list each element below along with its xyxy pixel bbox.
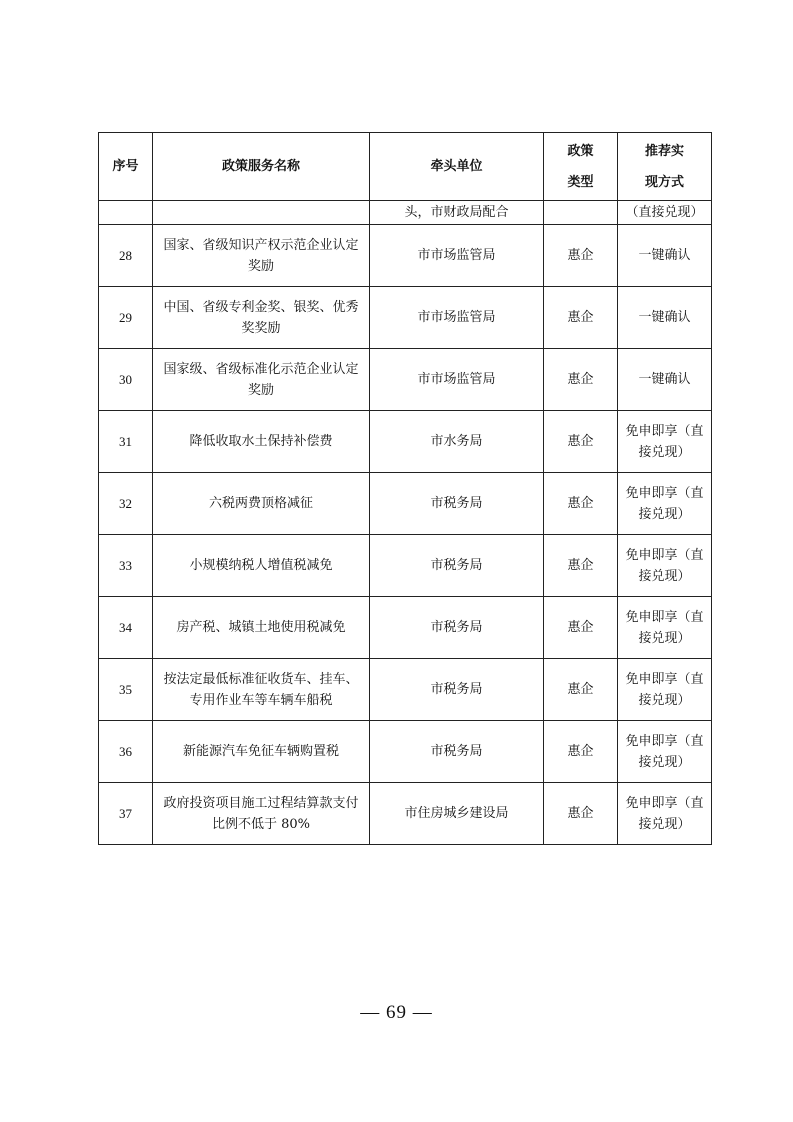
- table-row: [99, 287, 712, 349]
- cell-index: 36: [99, 721, 153, 783]
- continuation-row: [99, 201, 712, 225]
- cell-method: 免申即享（直接兑现）: [618, 783, 712, 845]
- header-type-line2: 类型: [567, 174, 594, 190]
- cell-type: 惠企: [544, 287, 618, 349]
- cell-lead: 市市场监管局: [370, 349, 544, 411]
- cell-method: 免申即享（直接兑现）: [618, 411, 712, 473]
- table-row: [99, 349, 712, 411]
- cell-index: 33: [99, 535, 153, 597]
- cell-method: 免申即享（直接兑现）: [618, 473, 712, 535]
- header-method-line1: 推荐实: [644, 143, 684, 159]
- cell-name: [153, 201, 370, 225]
- policy-table-body: [99, 133, 712, 845]
- cell-type: 惠企: [544, 597, 618, 659]
- cell-lead: 市市场监管局: [370, 287, 544, 349]
- header-name: 政策服务名称: [153, 133, 370, 201]
- cell-index: 30: [99, 349, 153, 411]
- table-row: [99, 225, 712, 287]
- cell-method: （直接兑现）: [618, 201, 712, 225]
- cell-name: 房产税、城镇土地使用税减免: [153, 597, 370, 659]
- cell-name: 按法定最低标准征收货车、挂车、专用作业车等车辆车船税: [153, 659, 370, 721]
- cell-type: 惠企: [544, 783, 618, 845]
- header-method-line2: 现方式: [644, 174, 684, 190]
- table-row: [99, 535, 712, 597]
- cell-method: 免申即享（直接兑现）: [618, 659, 712, 721]
- cell-lead: 市税务局: [370, 473, 544, 535]
- cell-name: 政府投资项目施工过程结算款支付比例不低于 80%: [153, 783, 370, 845]
- cell-method: 一键确认: [618, 225, 712, 287]
- cell-method: 免申即享（直接兑现）: [618, 721, 712, 783]
- cell-index: 29: [99, 287, 153, 349]
- cell-lead: 头，市财政局配合: [370, 201, 544, 225]
- table-row: [99, 473, 712, 535]
- cell-type: 惠企: [544, 411, 618, 473]
- cell-name: 中国、省级专利金奖、银奖、优秀奖奖励: [153, 287, 370, 349]
- cell-type: 惠企: [544, 721, 618, 783]
- cell-method: 免申即享（直接兑现）: [618, 597, 712, 659]
- table-row: [99, 411, 712, 473]
- cell-lead: 市水务局: [370, 411, 544, 473]
- cell-lead: 市住房城乡建设局: [370, 783, 544, 845]
- cell-index: 28: [99, 225, 153, 287]
- table-row: [99, 659, 712, 721]
- header-index: 序号: [99, 133, 153, 201]
- page-number: — 69 —: [360, 1002, 433, 1023]
- cell-name: 国家级、省级标准化示范企业认定奖励: [153, 349, 370, 411]
- cell-name: 小规模纳税人增值税减免: [153, 535, 370, 597]
- table-row: [99, 597, 712, 659]
- table-row: [99, 721, 712, 783]
- cell-lead: 市税务局: [370, 659, 544, 721]
- header-type-line1: 政策: [567, 143, 594, 159]
- cell-type: 惠企: [544, 349, 618, 411]
- header-method: [618, 133, 712, 201]
- cell-lead: 市税务局: [370, 597, 544, 659]
- cell-lead: 市税务局: [370, 721, 544, 783]
- header-type: [544, 133, 618, 201]
- cell-name: 国家、省级知识产权示范企业认定奖励: [153, 225, 370, 287]
- cell-method: 一键确认: [618, 349, 712, 411]
- cell-index: 31: [99, 411, 153, 473]
- cell-index: 34: [99, 597, 153, 659]
- cell-index: 32: [99, 473, 153, 535]
- cell-method: 一键确认: [618, 287, 712, 349]
- cell-type: 惠企: [544, 225, 618, 287]
- table-header-row: [99, 133, 712, 201]
- cell-type: [544, 201, 618, 225]
- policy-table: [98, 132, 712, 845]
- cell-method: 免申即享（直接兑现）: [618, 535, 712, 597]
- cell-name: 降低收取水土保持补偿费: [153, 411, 370, 473]
- cell-type: 惠企: [544, 659, 618, 721]
- header-lead: 牵头单位: [370, 133, 544, 201]
- cell-name: 六税两费顶格减征: [153, 473, 370, 535]
- cell-index: 35: [99, 659, 153, 721]
- cell-name: 新能源汽车免征车辆购置税: [153, 721, 370, 783]
- cell-lead: 市市场监管局: [370, 225, 544, 287]
- cell-index: 37: [99, 783, 153, 845]
- cell-type: 惠企: [544, 473, 618, 535]
- table-row: [99, 783, 712, 845]
- cell-index: [99, 201, 153, 225]
- cell-type: 惠企: [544, 535, 618, 597]
- cell-lead: 市税务局: [370, 535, 544, 597]
